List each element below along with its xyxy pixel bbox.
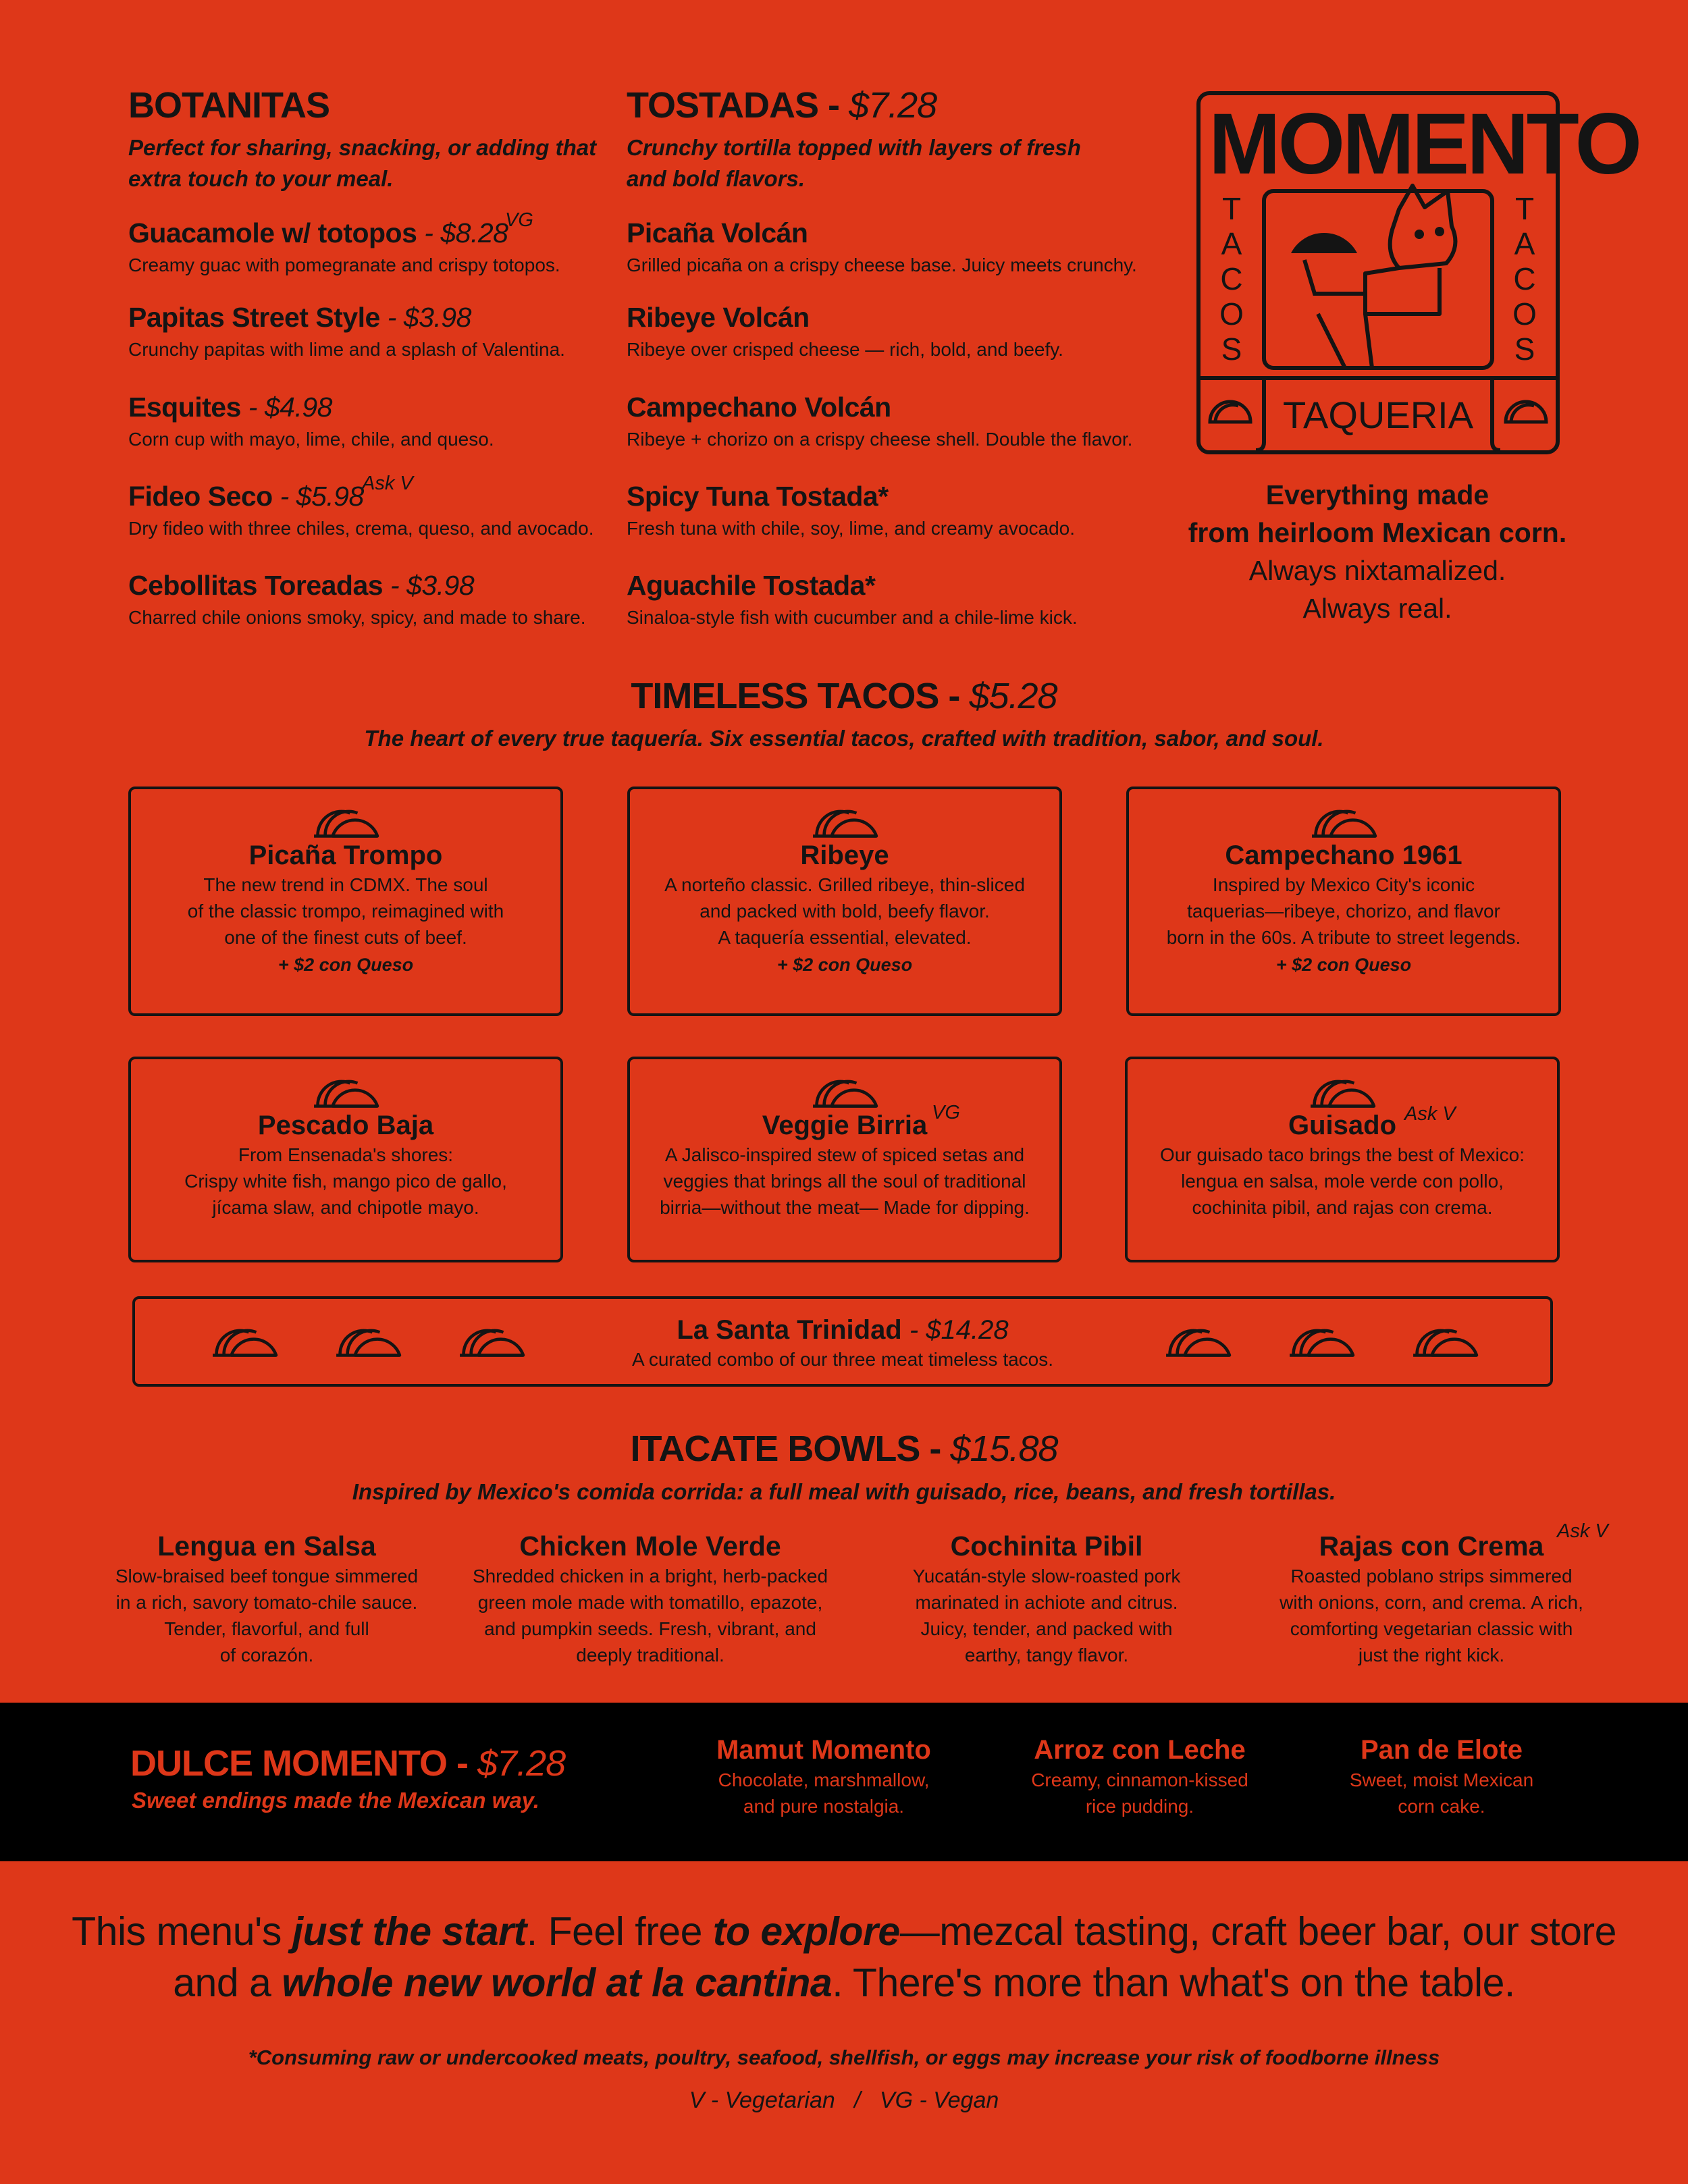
disclaimer: *Consuming raw or undercooked meats, poultry, seafood, shellfish, or eggs may increase your risk of foodborne illness — [248, 2046, 1440, 2069]
timeless-tacos-title: TIMELESS TACOS - $5.28 — [631, 676, 1057, 716]
taco-icon — [810, 808, 880, 839]
tostadas-subtitle: Crunchy tortilla topped with layers of fresh and bold flavors. — [627, 135, 1081, 191]
taco-icon — [311, 1078, 381, 1109]
itacate-bowls-title: ITACATE BOWLS - $15.88 — [630, 1429, 1058, 1469]
taco-card: Campechano 1961 Inspired by Mexico City's iconic taquerias—ribeye, chorizo, and flavor born in the 60s. A tribute to street legends. + $2 con Queso — [1126, 787, 1561, 1016]
side-label-right: TACOS — [1512, 191, 1537, 367]
dulce-momento-subtitle: Sweet endings made the Mexican way. — [132, 1788, 539, 1813]
taco-icon — [1307, 1078, 1377, 1109]
taco-card: Picaña Trompo The new trend in CDMX. The soul of the classic trompo, reimagined with one of the finest cuts of beef. + $2 con Queso — [128, 787, 563, 1016]
menu-item: Papitas Street Style - $3.98 Crunchy papitas with lime and a splash of Valentina. — [128, 302, 565, 360]
vegan-tag: VG — [505, 209, 533, 231]
dulce-momento-title: DULCE MOMENTO - $7.28 — [130, 1743, 566, 1784]
ask-vegetarian-tag: Ask V — [362, 473, 413, 494]
tostadas-title: TOSTADAS - $7.28 — [627, 85, 937, 126]
menu-item: Guacamole w/ totopos - $8.28 Creamy guac with pomegranate and crispy totopos. — [128, 217, 560, 275]
tagline: Everything made from heirloom Mexican corn. Always nixtamalized. Always real. — [1188, 479, 1567, 624]
taco-card: Guisado Our guisado taco brings the best of Mexico: lengua en salsa, mole verde con pollo, cochinita pibil, and rajas con crema. — [1125, 1057, 1560, 1262]
dessert-item: Arroz con Leche Creamy, cinnamon-kissed rice pudding. — [1031, 1735, 1248, 1817]
diet-legend: V - Vegetarian / VG - Vegan — [689, 2087, 999, 2113]
dessert-item: Pan de Elote Sweet, moist Mexican corn cake. — [1349, 1735, 1534, 1817]
taco-card: Ribeye A norteño classic. Grilled ribeye, thin-sliced and packed with bold, beefy flavor. A taquería essential, elevated. + $2 con Queso — [627, 787, 1062, 1016]
menu-item: Fideo Seco - $5.98 Dry fideo with three chiles, crema, queso, and avocado. — [128, 481, 594, 539]
botanitas-subtitle: Perfect for sharing, snacking, or adding that extra touch to your meal. — [128, 135, 597, 191]
menu-item: Spicy Tuna Tostada* Fresh tuna with chile, soy, lime, and creamy avocado. — [627, 481, 1076, 539]
taco-icon — [1309, 808, 1379, 839]
taco-icon — [810, 1078, 880, 1109]
dessert-item: Mamut Momento Chocolate, marshmallow, and pure nostalgia. — [716, 1735, 931, 1817]
ask-vegetarian-tag: Ask V — [1557, 1520, 1608, 1542]
bowl-item: Rajas con Crema Roasted poblano strips simmered with onions, corn, and crema. A rich, comforting vegetarian classic with just the right kick. — [1280, 1530, 1583, 1666]
closing-statement: This menu's just the start. Feel free to explore—mezcal tasting, craft beer bar, our store and a whole new world at la cantina. There's more than what's on the table. — [72, 1909, 1616, 2005]
taco-card: Veggie Birria A Jalisco-inspired stew of spiced setas and veggies that brings all the soul of traditional birria—without the meat— Made for dipping. — [627, 1057, 1062, 1262]
bowl-item: Cochinita Pibil Yucatán-style slow-roasted pork marinated in achiote and citrus. Juicy, tender, and packed with earthy, tangy flavor. — [912, 1530, 1181, 1666]
menu-item: Cebollitas Toreadas - $3.98 Charred chile onions smoky, spicy, and made to share. — [128, 570, 586, 628]
menu-item: Ribeye Volcán Ribeye over crisped cheese — rich, bold, and beefy. — [627, 302, 1063, 360]
momento-logo — [1196, 91, 1640, 454]
side-label-left: TACOS — [1219, 191, 1244, 367]
taco-icon — [311, 808, 381, 839]
ask-vegetarian-tag: Ask V — [1404, 1103, 1456, 1125]
botanitas-title: BOTANITAS — [128, 85, 329, 126]
itacate-bowls-subtitle: Inspired by Mexico's comida corrida: a full meal with guisado, rice, beans, and fresh tortillas. — [352, 1479, 1336, 1504]
bowl-item: Lengua en Salsa Slow-braised beef tongue simmered in a rich, savory tomato-chile sauce. Tender, flavorful, and full of corazón. — [115, 1530, 419, 1666]
timeless-tacos-subtitle: The heart of every true taquería. Six essential tacos, crafted with tradition, sabor, and soul. — [364, 726, 1324, 751]
menu-item: Campechano Volcán Ribeye + chorizo on a crispy cheese shell. Double the flavor. — [627, 392, 1133, 450]
menu-item: Picaña Volcán Grilled picaña on a crispy cheese base. Juicy meets crunchy. — [627, 217, 1137, 275]
vegan-tag: VG — [932, 1102, 960, 1123]
bowl-item: Chicken Mole Verde Shredded chicken in a bright, herb-packed green mole made with tomatillo, epazote, and pumpkin seeds. Fresh, vibrant, and deeply traditional. — [472, 1530, 828, 1666]
menu-item: Aguachile Tostada* Sinaloa-style fish with cucumber and a chile-lime kick. — [627, 570, 1078, 628]
taqueria-label: TAQUERIA — [1282, 394, 1474, 436]
menu-item: Esquites - $4.98 Corn cup with mayo, lime, chile, and queso. — [128, 392, 494, 450]
brand-name: MOMENTO — [1209, 96, 1640, 192]
taco-card: Pescado Baja From Ensenada's shores: Crispy white fish, mango pico de gallo, jícama slaw, and chipotle mayo. — [128, 1057, 563, 1262]
trinidad-card: La Santa Trinidad - $14.28 A curated combo of our three meat timeless tacos. — [132, 1296, 1553, 1387]
